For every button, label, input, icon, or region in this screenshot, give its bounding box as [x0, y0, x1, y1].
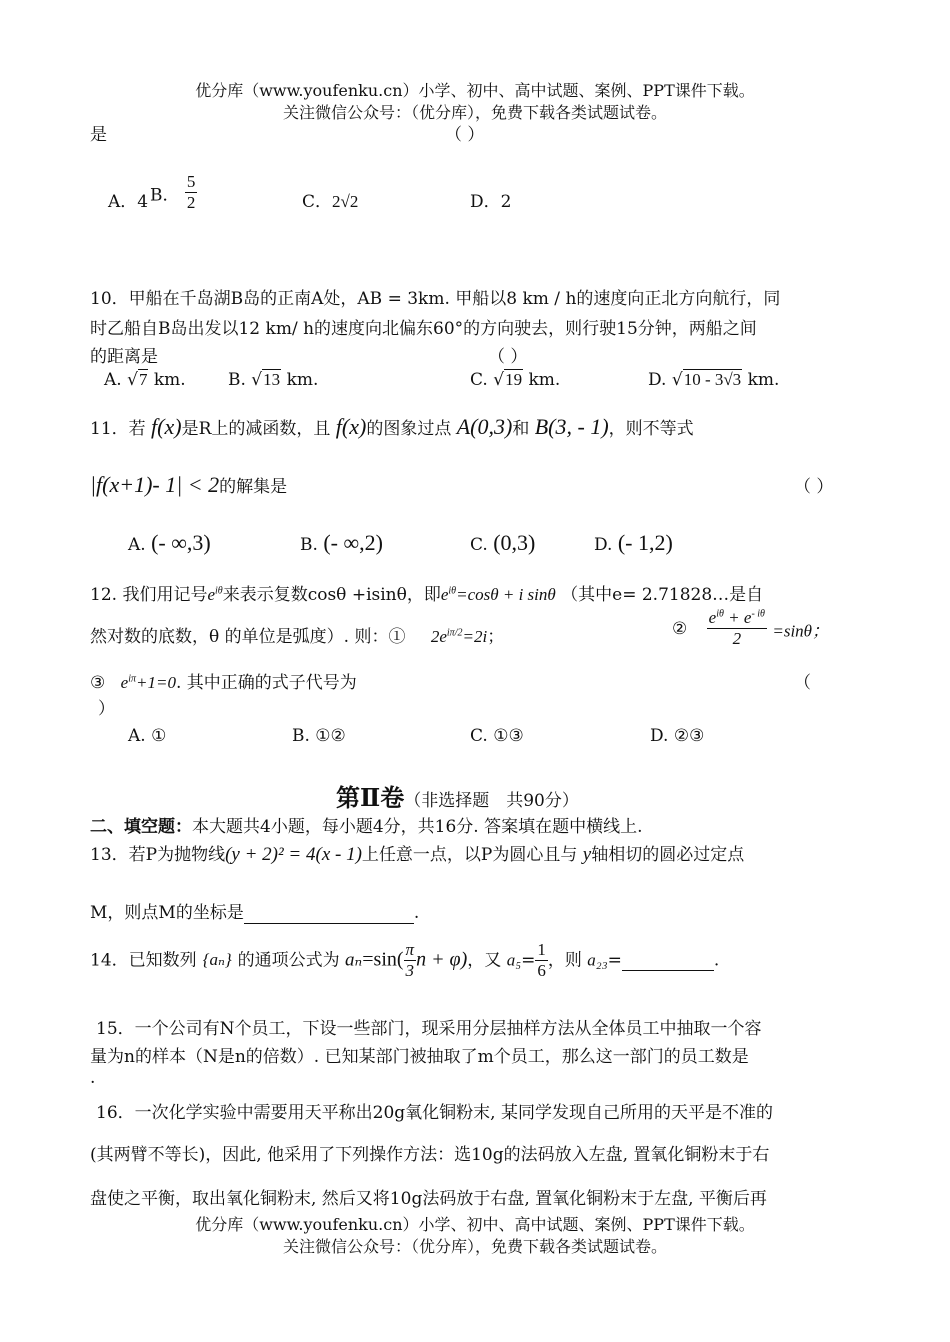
part-2-instructions: 二、填空题：本大题共4小题，每小题4分，共16分. 答案填在题中横线上. [90, 817, 643, 837]
q12-option-b: B. ①② [292, 726, 346, 746]
q13-answer-blank[interactable] [244, 903, 414, 924]
page-footer-line1: 优分库（www.youfenku.cn）小学、初中、高中试题、案例、PPT课件下载。 [195, 1215, 755, 1234]
q16-line1: 16．一次化学实验中需要用天平称出20g氧化铜粉末, 某同学发现自己所用的天平是不准的 [96, 1103, 773, 1123]
q10-paren: （ ） [488, 347, 528, 367]
page-footer-line2: 关注微信公众号：（优分库），免费下载各类试题试卷。 [282, 1237, 667, 1256]
q13-line1: 13．若P为抛物线(y + 2)² = 4(x - 1)上任意一点，以P为圆心且与 y轴相切的圆必过定点 [90, 844, 745, 865]
q9-option-c-value: 2√2 [332, 192, 359, 211]
q9-option-c: C．2√2 [302, 192, 359, 212]
q12-option-a: A. ① [128, 726, 167, 746]
q9-option-a: A．4 [108, 192, 149, 212]
q11-point-a: A(0,3) [456, 414, 513, 439]
page-header-line1: 优分库（www.youfenku.cn）小学、初中、高中试题、案例、PPT课件下载。 [195, 81, 755, 100]
q12-paren-right: ） [98, 699, 115, 719]
q12-option-d: D. ②③ [650, 726, 705, 746]
q9-option-b-fraction: $\frac{5}{2}$ [186, 172, 196, 213]
q11-inequality: |f(x+1)- 1| < 2 [90, 472, 220, 497]
section-2-subtitle: （非选择题 共90分） [404, 791, 579, 811]
q9-paren: （ ） [445, 125, 485, 145]
q11-option-c: C. (0,3) [470, 530, 536, 555]
q12-option-c: C. ①③ [470, 726, 524, 746]
q12-euler-formula: =cosθ + i sinθ [456, 585, 556, 604]
q9-option-b-label: B． [150, 185, 180, 206]
q15-line1: 15．一个公司有N个员工，下设一些部门，现采用分层抽样方法从全体员工中抽取一个容 [96, 1019, 762, 1039]
q10-line1: 10．甲船在千岛湖B岛的正南A处，AB = 3km. 甲船以8 km / h的速度向正北方向航行，同 [90, 289, 781, 309]
q15-line2: 量为n的样本（N是n的倍数）. 已知某部门被抽取了m个员工，那么这一部门的员工数是 [90, 1047, 749, 1067]
q13-line2: M，则点M的坐标是 . [90, 903, 420, 923]
section-2-title: 第Ⅱ卷 [336, 783, 405, 812]
q11-line2: |f(x+1)- 1| < 2的解集是 [90, 472, 288, 497]
q9-option-d: D．2 [470, 192, 512, 212]
q14-sequence: {aₙ} [202, 950, 232, 970]
page-header-line2: 关注微信公众号：（优分库），免费下载各类试题试卷。 [282, 103, 667, 122]
q13-parabola: (y + 2)² = 4(x - 1) [225, 844, 362, 865]
section-2-heading [336, 778, 579, 813]
q16-line2: (其两臂不等长)，因此, 他采用了下列操作方法：选10g的法码放入左盘, 置氧化铜粉末于右 [90, 1145, 770, 1165]
q10-option-a: A. √7 km. [104, 370, 186, 390]
q14-answer-blank[interactable] [622, 950, 714, 971]
q12-line2: 然对数的底数，θ 的单位是弧度）. 则：① $2e^{i\pi/2}=2i$； [90, 627, 505, 647]
q9-tail: 是 [90, 125, 107, 145]
q12-line3: ③ $e^{i\pi}+1=0$. 其中正确的式子代号为 [90, 673, 357, 693]
q14-line: 14．已知数列 {aₙ} 的通项公式为 aₙ=sin( $\frac{\pi}{3}$ n + φ)，又 a₅= $\frac{1}{6}$ ，则 a₂₃= . [90, 940, 720, 981]
q11-function: f(x) [151, 414, 182, 439]
q11-option-b: B. (- ∞,2) [300, 530, 383, 555]
q11-paren: （ ） [794, 477, 834, 497]
q12-formula-2: ② $\frac{e^{i\theta} + e^{- i\theta}}{2}$ =sinθ； [672, 608, 830, 649]
q11-option-d: D. (- 1,2) [594, 530, 673, 555]
q11-point-b: B(3, - 1) [534, 414, 609, 439]
q10-option-d: D. √10 - 3√3 km. [648, 370, 780, 390]
q16-line3: 盘使之平衡，取出氧化铜粉末, 然后又将10g法码放于右盘, 置氧化铜粉末于左盘, 平衡后再 [90, 1189, 767, 1209]
q12-formula-3: $e^{i\pi}+1=0$ [120, 673, 176, 692]
q11-function-2: f(x) [335, 414, 367, 439]
q11-line1: 11．若 f(x)是R上的减函数，且 f(x)的图象过点 A(0,3)和 B(3, - 1)，则不等式 [90, 414, 694, 439]
q12-paren-left: （ [794, 673, 811, 693]
q12-line1: 12. 我们用记号$e^{i\theta}$来表示复数cosθ +isinθ，即$e^{i\theta}=\cos\theta + i$ sinθ （其中e= 2.71828…是自 [90, 585, 764, 605]
q12-formula-1: $2e^{i\pi/2}=2i$ [430, 627, 488, 646]
q15-line3: . [90, 1068, 96, 1088]
q10-line3: 的距离是 [90, 347, 158, 367]
q10-line2: 时乙船自B岛出发以12 km/ h的速度向北偏东60°的方向驶去，则行驶15分钟，两船之间 [90, 319, 757, 339]
q9-option-b [150, 172, 197, 214]
q12-symbol: $e^{i\theta}$ [207, 585, 223, 604]
q10-option-c: C. √19 km. [470, 370, 561, 390]
q10-option-b: B. √13 km. [228, 370, 319, 390]
q11-option-a: A. (- ∞,3) [128, 530, 211, 555]
